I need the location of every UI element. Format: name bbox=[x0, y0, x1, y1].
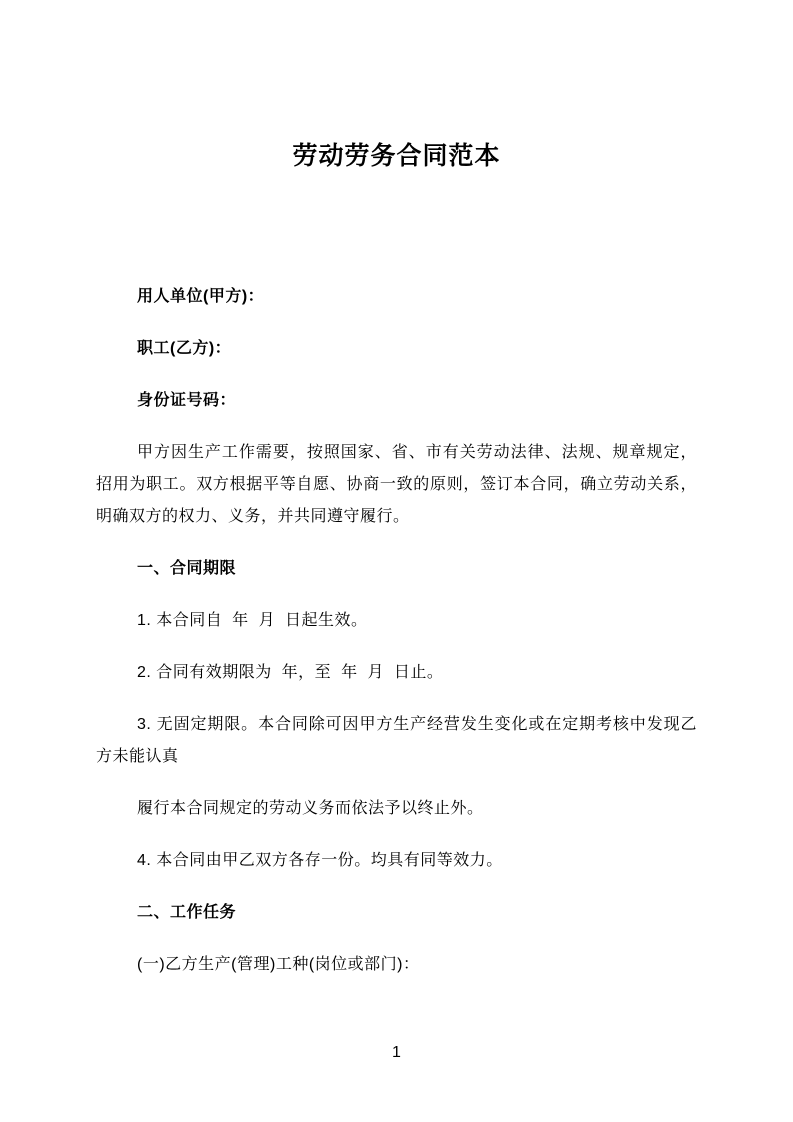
section-2-item-1: (一)乙方生产(管理)工种(岗位或部门)： bbox=[137, 956, 420, 973]
intro-paragraph: 甲方因生产工作需要，按照国家、省、市有关劳动法律、法规、规章规定，招用为职工。双方根据平等自愿、协商一致的原则，签订本合同，确立劳动关系，明确双方的权力、义务，并共同遵守履行。 bbox=[96, 444, 697, 525]
section-1-item-1: 1. 本合同自 年 月 日起生效。 bbox=[137, 612, 368, 629]
id-number-line: 身份证号码： bbox=[137, 392, 237, 409]
section-1-item-3: 3. 无固定期限。本合同除可因甲方生产经营发生变化或在定期考核中发现乙方未能认真 bbox=[96, 716, 697, 765]
section-2-heading: 二、工作任务 bbox=[137, 904, 237, 921]
section-1-heading: 一、合同期限 bbox=[137, 560, 237, 577]
party-a-line: 用人单位(甲方)： bbox=[137, 288, 265, 305]
document-body bbox=[96, 0, 697, 1001]
party-b-line: 职工(乙方)： bbox=[137, 340, 232, 357]
section-1-item-3-continuation: 履行本合同规定的劳动义务而依法予以终止外。 bbox=[137, 800, 484, 817]
section-1-item-4: 4. 本合同由甲乙双方各存一份。均具有同等效力。 bbox=[137, 852, 503, 869]
page-number: 1 bbox=[392, 1044, 401, 1061]
document-title: 劳动劳务合同范本 bbox=[292, 142, 501, 170]
section-1-item-2: 2. 合同有效期限为 年，至 年 月 日止。 bbox=[137, 664, 444, 681]
